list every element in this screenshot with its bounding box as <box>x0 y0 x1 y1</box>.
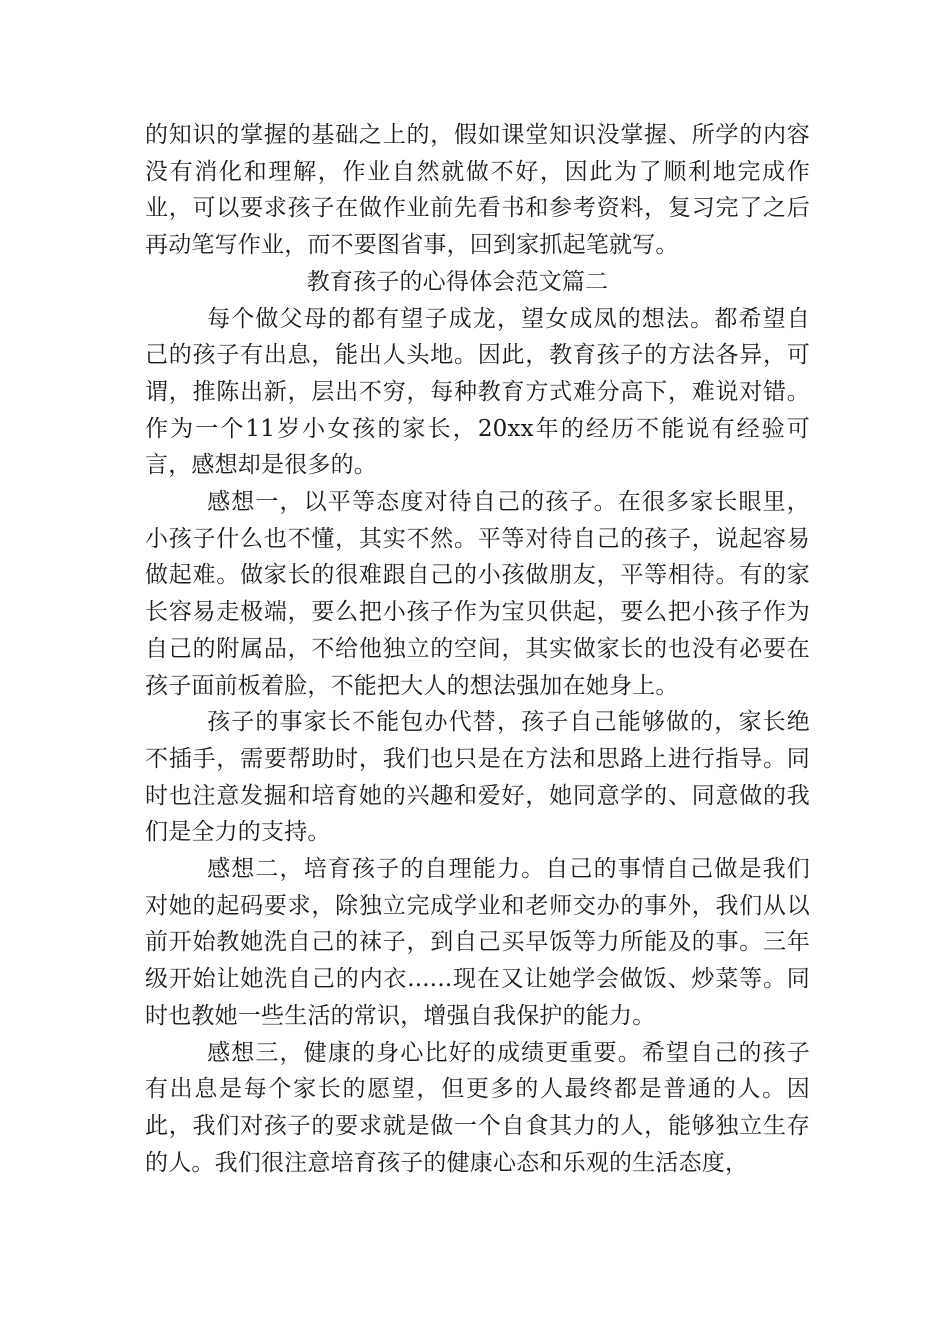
paragraph-thought-two: 感想二，培育孩子的自理能力。自己的事情自己做是我们对她的起码要求，除独立完成学业和老师交办的事外，我们从以前开始教她洗自己的袜子，到自己买早饭等力所能及的事。三年级开始让她洗自己的内衣......现在又让她学会做饭、炒菜等。同时也教她一些生活的常识，增强自我保护的能力。 <box>145 856 810 1029</box>
section-heading: 教育孩子的心得体会范文篇二 <box>306 268 609 295</box>
paragraph-no-substitution: 孩子的事家长不能包办代替，孩子自己能够做的，家长绝不插手，需要帮助时，我们也只是在方法和思路上进行指导。同时也注意发掘和培育她的兴趣和爱好，她同意学的、同意做的我们是全力的支持。 <box>145 709 810 846</box>
document-body <box>145 117 810 1181</box>
paragraph-intro: 每个做父母的都有望子成龙，望女成凤的想法。都希望自己的孩子有出息，能出人头地。因此，教育孩子的方法各异，可谓，推陈出新，层出不穷，每种教育方式难分高下，难说对错。作为一个11岁小女孩的家长，20xx年的经历不能说有经验可言，感想却是很多的。 <box>145 305 810 479</box>
paragraph-thought-three: 感想三，健康的身心比好的成绩更重要。希望自己的孩子有出息是每个家长的愿望，但更多的人最终都是普通的人。因此，我们对孩子的要求就是做一个自食其力的人，能够独立生存的人。我们很注意培育孩子的健康心态和乐观的生活态度， <box>145 1039 810 1176</box>
paragraph-continuation: 的知识的掌握的基础之上的，假如课堂知识没掌握、所学的内容没有消化和理解，作业自然就做不好，因此为了顺利地完成作业，可以要求孩子在做作业前先看书和参考资料，复习完了之后再动笔写作业，而不要图省事，回到家抓起笔就写。 <box>145 122 810 259</box>
paragraph-thought-one: 感想一，以平等态度对待自己的孩子。在很多家长眼里，小孩子什么也不懂，其实不然。平等对待自己的孩子，说起容易做起难。做家长的很难跟自己的小孩做朋友，平等相待。有的家长容易走极端，要么把小孩子作为宝贝供起，要么把小孩子作为自己的附属品，不给他独立的空间，其实做家长的也没有必要在孩子面前板着脸，不能把大人的想法强加在她身上。 <box>145 489 810 699</box>
